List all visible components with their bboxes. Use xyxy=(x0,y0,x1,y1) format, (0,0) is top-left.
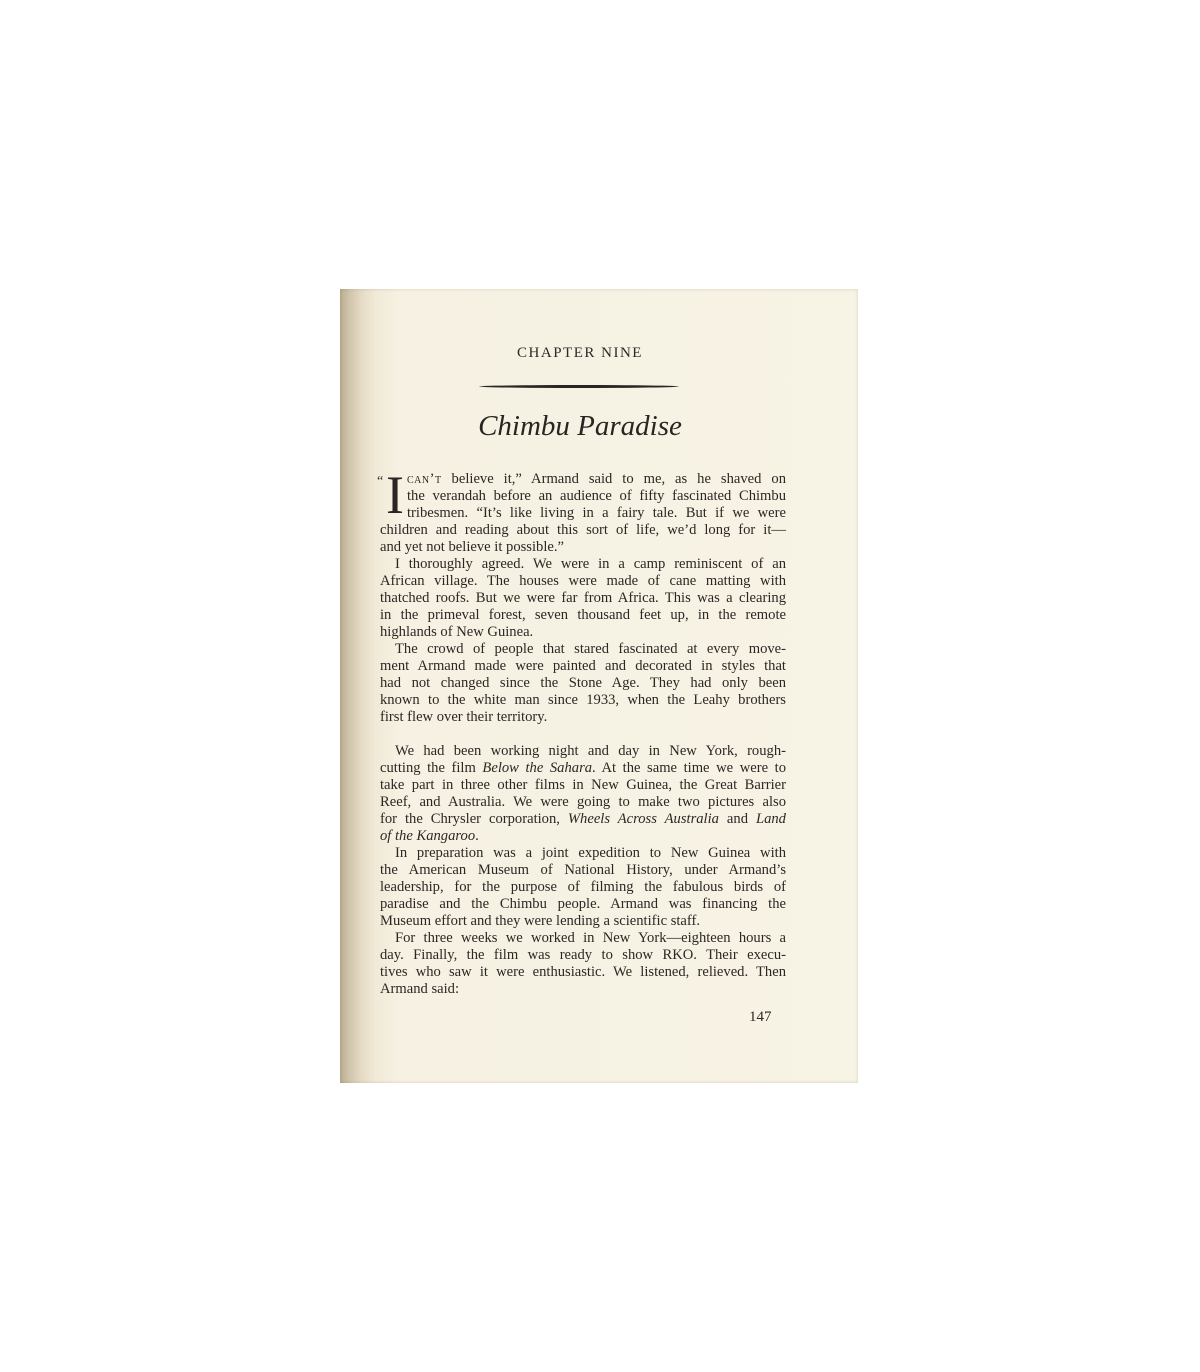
text-line: tives who saw it were enthusiastic. We listened, relieved. Then xyxy=(380,964,786,980)
film-title: Below the Sahara xyxy=(482,760,593,776)
paragraph xyxy=(380,743,786,845)
text-line: cutting the film Below the Sahara. At the same time we were to xyxy=(380,760,786,776)
film-title: Wheels Across Australia xyxy=(567,811,719,827)
paragraph xyxy=(380,556,786,641)
text-line: Armand said: xyxy=(380,981,460,997)
text-line: The crowd of people that stared fascinated at every move- xyxy=(395,641,786,657)
text-line: African village. The houses were made of cane matting with xyxy=(380,573,786,589)
text-line: I thoroughly agreed. We were in a camp reminiscent of an xyxy=(395,556,786,572)
text-line: for the Chrysler corporation, Wheels Across Australia and Land xyxy=(380,811,786,827)
text-line: and yet not believe it possible.” xyxy=(380,539,564,555)
book-page xyxy=(340,289,858,1083)
section-break xyxy=(380,726,786,743)
film-title: Land xyxy=(755,811,786,827)
text-line: day. Finally, the film was ready to show RKO. Their execu- xyxy=(380,947,786,963)
text-line: For three weeks we worked in New York—eighteen hours a xyxy=(395,930,786,946)
text-line: Reef, and Australia. We were going to make two pictures also xyxy=(380,794,786,810)
text-line: We had been working night and day in New York, rough- xyxy=(395,743,786,759)
text-line: leadership, for the purpose of filming the fabulous birds of xyxy=(380,879,786,895)
text-line: paradise and the Chimbu people. Armand was financing the xyxy=(380,896,786,912)
text-line: take part in three other films in New Guinea, the Great Barrier xyxy=(380,777,786,793)
text-line: first flew over their territory. xyxy=(380,709,548,725)
opening-quote-mark: “ xyxy=(377,474,384,489)
chapter-title: Chimbu Paradise xyxy=(478,410,682,442)
text-line: Museum effort and they were lending a scientific staff. xyxy=(380,913,701,929)
text-line: children and reading about this sort of life, we’d long for it— xyxy=(380,522,786,538)
text-line: had not changed since the Stone Age. They had only been xyxy=(380,675,786,691)
text-line: In preparation was a joint expedition to New Guinea with xyxy=(395,845,786,861)
page-number: 147 xyxy=(749,1009,772,1025)
text-line: the verandah before an audience of fifty fascinated Chimbu xyxy=(407,488,786,504)
paragraph xyxy=(380,845,786,930)
text-line: thatched roofs. But we were far from Africa. This was a clearing xyxy=(380,590,786,606)
text-line: ment Armand made were painted and decorated in styles that xyxy=(380,658,786,674)
chapter-label: CHAPTER NINE xyxy=(517,345,643,361)
drop-cap: I xyxy=(386,465,404,525)
film-title: of the Kangaroo xyxy=(380,828,476,844)
chapter-rule xyxy=(479,385,679,388)
opening-paragraph xyxy=(377,465,786,556)
text-line: highlands of New Guinea. xyxy=(380,624,534,640)
paragraph xyxy=(380,930,786,998)
text-line: tribesmen. “It’s like living in a fairy tale. But if we were xyxy=(407,505,786,521)
text-line: in the primeval forest, seven thousand feet up, in the remote xyxy=(380,607,786,623)
small-caps-word: can’t xyxy=(407,471,442,487)
text-line: known to the white man since 1933, when the Leahy brothers xyxy=(380,692,786,708)
paragraph xyxy=(380,641,786,726)
body-text xyxy=(377,465,786,998)
text-line: can’t believe it,” Armand said to me, as he shaved on xyxy=(407,471,786,487)
text-line: of the Kangaroo. xyxy=(380,828,479,844)
text-line: the American Museum of National History, under Armand’s xyxy=(380,862,786,878)
